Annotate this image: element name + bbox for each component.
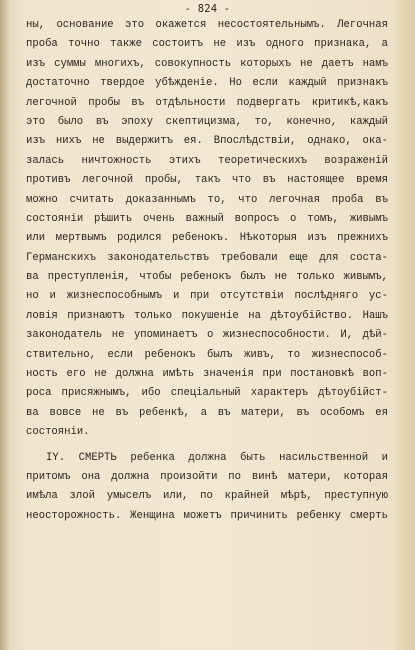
- text-line: законодатель не упоминаетъ о жизнеспособности. И, дѣй-: [26, 329, 388, 342]
- text-line: ва вовсе не въ ребенкѣ, а въ матери, въ особомъ ея: [26, 406, 388, 419]
- text-line: имѣла злой умыселъ или, по крайней мѣрѣ, преступную: [26, 490, 388, 503]
- text-line: притомъ она должна произойти по винѣ матери, которая: [26, 470, 388, 483]
- text-line: состояніи рѣшить очень важный вопросъ о томъ, живымъ: [26, 212, 388, 225]
- text-line: роса присяжнымъ, ибо спеціальный характеръ дѣтоубійст-: [26, 387, 388, 400]
- text-line: но и жизнеспособнымъ и при отсутствіи послѣдняго ус-: [26, 290, 388, 303]
- text-line: Германскихъ законодательствъ требовали еще для соста-: [26, 251, 388, 264]
- text-line: ны, основание это окажется несостоятельнымъ. Легочная: [26, 19, 388, 31]
- text-line: ность его не должна имѣть значенія при постановкѣ воп-: [26, 368, 388, 381]
- body-text: [26, 16, 388, 526]
- text-line: легочной пробы въ отдѣльности подвергать критикѣ,какъ: [26, 96, 388, 109]
- text-line: достаточно твердое убѣжденіе. Но если каждый признакъ: [26, 77, 388, 90]
- page-number: - 824 -: [184, 3, 231, 15]
- text-line: залась ничтожность этихъ теоретическихъ возраженій: [26, 154, 388, 167]
- text-line: противъ легочной пробы, такъ что въ настоящее время: [26, 174, 388, 187]
- text-line: проба точно также состоитъ не изъ одного признака, а: [26, 38, 388, 51]
- text-line: или мертвымъ родился ребенокъ. Нѣкоторыя изъ прежнихъ: [26, 232, 388, 245]
- text-line: изъ нихъ не выдержитъ ея. Впослѣдствіи, однако, ока-: [26, 135, 388, 148]
- text-line: изъ суммы многихъ, совокупность которыхъ не даетъ намъ: [26, 57, 388, 70]
- text-line: ловія признаютъ только покушеніе на дѣтоубійство. Нашъ: [26, 309, 388, 322]
- section-heading-line: IY. СМЕРТЬ ребенка должна быть насильственной и: [46, 451, 388, 464]
- text-line: можно считать доказаннымъ то, что легочная проба въ: [26, 193, 388, 206]
- text-line: ва преступленія, чтобы ребенокъ былъ не только живымъ,: [26, 271, 388, 284]
- page-edge-shadow: [0, 0, 10, 650]
- text-line: состояніи.: [26, 426, 90, 439]
- text-line: это было въ эпоху скептицизма, то, конечно, каждый: [26, 115, 388, 128]
- text-line: ствительно, если ребенокъ былъ живъ, то жизнеспособ-: [26, 348, 388, 361]
- text-line: неосторожность. Женщина можетъ причинить ребенку смерть: [26, 509, 388, 522]
